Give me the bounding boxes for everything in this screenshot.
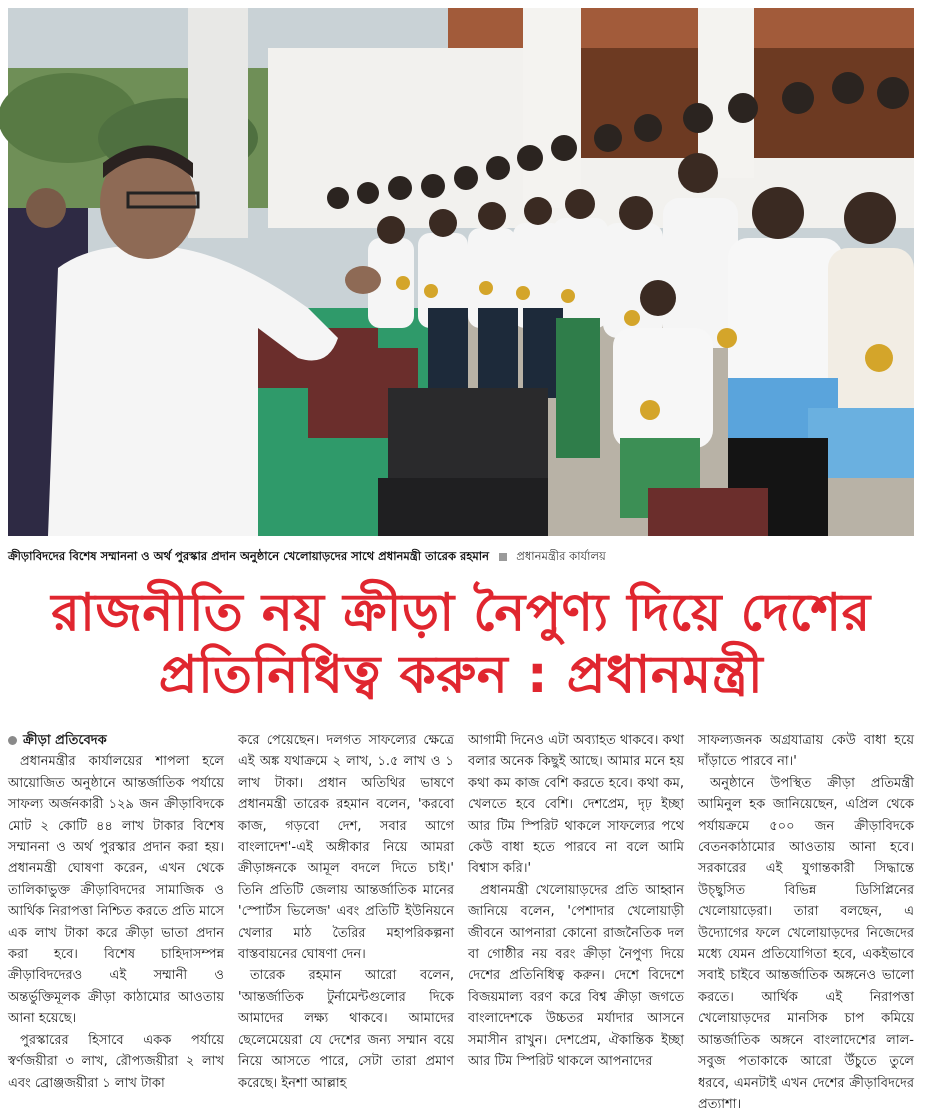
paragraph: পুরস্কারের হিসাবে একক পর্যায়ে স্বর্ণজয়ীরা ৩ লাখ, রৌপ্যজয়ীরা ২ লাখ এবং ব্রোঞ্জজয়ীরা ১ লাখ টাকা	[8, 1032, 224, 1091]
caption-separator-icon	[499, 553, 507, 561]
article-body	[8, 730, 914, 1112]
headline-line-1: রাজনীতি নয় ক্রীড়া নৈপুণ্য দিয়ে দেশের	[51, 583, 871, 643]
paragraph: প্রধানমন্ত্রী খেলোয়াড়দের প্রতি আহ্বান জানিয়ে বলেন, 'পেশাদার খেলোয়াড়ী জীবনে আপনারা কোনো রাজনৈতিক দল বা গোষ্ঠীর নয় বরং ক্রীড়া নৈপুণ্য দিয়ে দেশের প্রতিনিধিত্ব করুন। দেশে বিদেশে বিজয়মাল্য বরণ করে বিশ্ব ক্রীড়া জগতে বাংলাদেশকে উচ্চতর মর্যাদার আসনে সমাসীন রাখুন। দেশপ্রেম, ঐকান্তিক ইচ্ছা আর টিম স্পিরিট থাকলে আপনাদের	[468, 882, 684, 1070]
byline	[8, 730, 224, 751]
paragraph: করে পেয়েছেন। দলগত সাফল্যের ক্ষেত্রে এই অঙ্ক যথাক্রমে ২ লাখ, ১.৫ লাখ ও ১ লাখ টাকা। প্রধান অতিথির ভাষণে প্রধানমন্ত্রী তারেক রহমান বলেন, 'করবো কাজ, গড়বো দেশ, সবার আগে বাংলাদেশ'-এই অঙ্গীকার নিয়ে আমরা ক্রীড়াঙ্গনকে আমূল বদলে দিতে চাই।' তিনি প্রতিটি জেলায় আন্তর্জাতিক মানের 'স্পোর্টস ভিলেজ' এবং প্রতিটি ইউনিয়নে খেলার মাঠ তৈরির মহাপরিকল্পনা বাস্তবায়নের ঘোষণা দেন।	[238, 733, 454, 963]
paragraph: সাফল্যজনক অগ্রযাত্রায় কেউ বাধা হয়ে দাঁড়াতে পারবে না।'	[698, 733, 914, 770]
paragraph: প্রধানমন্ত্রীর কার্যালয়ের শাপলা হলে আয়োজিত অনুষ্ঠানে আন্তর্জাতিক পর্যায়ে সাফল্য অর্জনকারী ১২৯ জন ক্রীড়াবিদকে মোট ২ কোটি ৪৪ লাখ টাকার বিশেষ সম্মাননা ও অর্থ পুরস্কার প্রদান করা হয়। প্রধানমন্ত্রী ঘোষণা করেন, এখন থেকে তালিকাভুক্ত ক্রীড়াবিদদের সামাজিক ও আর্থিক নিরাপত্তা নিশ্চিত করতে প্রতি মাসে এক লাখ টাকা করে ক্রীড়া ভাতা প্রদান করা হবে। বিশেষ চাহিদাসম্পন্ন ক্রীড়াবিদদেরও এই সম্মানী ও অন্তর্ভুক্তিমূলক ক্রীড়া কাঠামোর আওতায় আনা হয়েছে।	[8, 754, 224, 1027]
photo-credit: প্রধানমন্ত্রীর কার্যালয়	[516, 549, 606, 563]
caption-text: ক্রীড়াবিদদের বিশেষ সম্মাননা ও অর্থ পুরস্কার প্রদান অনুষ্ঠানে খেলোয়াড়দের সাথে প্রধানমন্ত্রী তারেক রহমান	[8, 549, 489, 563]
article-column-4	[698, 730, 914, 1115]
paragraph: আগামী দিনেও এটা অব্যাহত থাকবে। কথা বলার অনেক কিছুই আছে। আমার মনে হয় কথা কম কাজ বেশি করতে হবে। কথা কম, খেলতে হবে বেশি। দেশপ্রেম, দৃঢ় ইচ্ছা আর টিম স্পিরিট থাকলে সাফল্যের পথে কেউ বাধা হতে পারবে না বলে আমি বিশ্বাস করি।'	[468, 733, 684, 877]
photo-caption	[8, 546, 914, 566]
headline-line-2: প্রতিনিধিত্ব করুন : প্রধানমন্ত্রী	[158, 645, 764, 705]
article-column-2	[238, 730, 454, 1115]
paragraph: অনুষ্ঠানে উপস্থিত ক্রীড়া প্রতিমন্ত্রী আমিনুল হক জানিয়েছেন, এপ্রিল থেকে পর্যায়ক্রমে ৫০০ জন ক্রীড়াবিদকে বেতনকাঠামোর আওতায় আনা হবে। সরকারের এই যুগান্তকারী সিদ্ধান্তে উচ্ছ্বসিত বিভিন্ন ডিসিপ্লিনের খেলোয়াড়েরা। তারা বলছেন, এ উদ্যোগের ফলে খেলোয়াড়দের নিজেদের মধ্যে যেমন প্রতিযোগিতা হবে, একইভাবে সবাই চাইবে আন্তর্জাতিক অঙ্গনেও ভালো করতে। আর্থিক এই নিরাপত্তা খেলোয়াড়দের মানসিক চাপ কমিয়ে আন্তর্জাতিক অঙ্গনে বাংলাদেশের লাল-সবুজ পতাকাকে আরো উঁচুতে তুলে ধরবে, এমনটাই এখন দেশের ক্রীড়াবিদদের প্রত্যাশা।	[698, 775, 914, 1112]
photo-illustration	[8, 8, 914, 536]
paragraph: তারেক রহমান আরো বলেন, 'আন্তর্জাতিক টুর্নামেন্টগুলোর দিকে আমাদের লক্ষ্য থাকবে। আমাদের ছেলেমেয়েরা যে দেশের জন্য সম্মান বয়ে নিয়ে আসতে পারে, সেটা তারা প্রমাণ করেছে। ইনশা আল্লাহ	[238, 968, 454, 1091]
byline-bullet-icon	[8, 736, 17, 745]
byline-text: ক্রীড়া প্রতিবেদক	[23, 733, 107, 748]
article-column-3	[468, 730, 684, 1115]
headline	[8, 582, 914, 712]
news-photo	[8, 8, 914, 536]
article-column-1	[8, 730, 224, 1115]
